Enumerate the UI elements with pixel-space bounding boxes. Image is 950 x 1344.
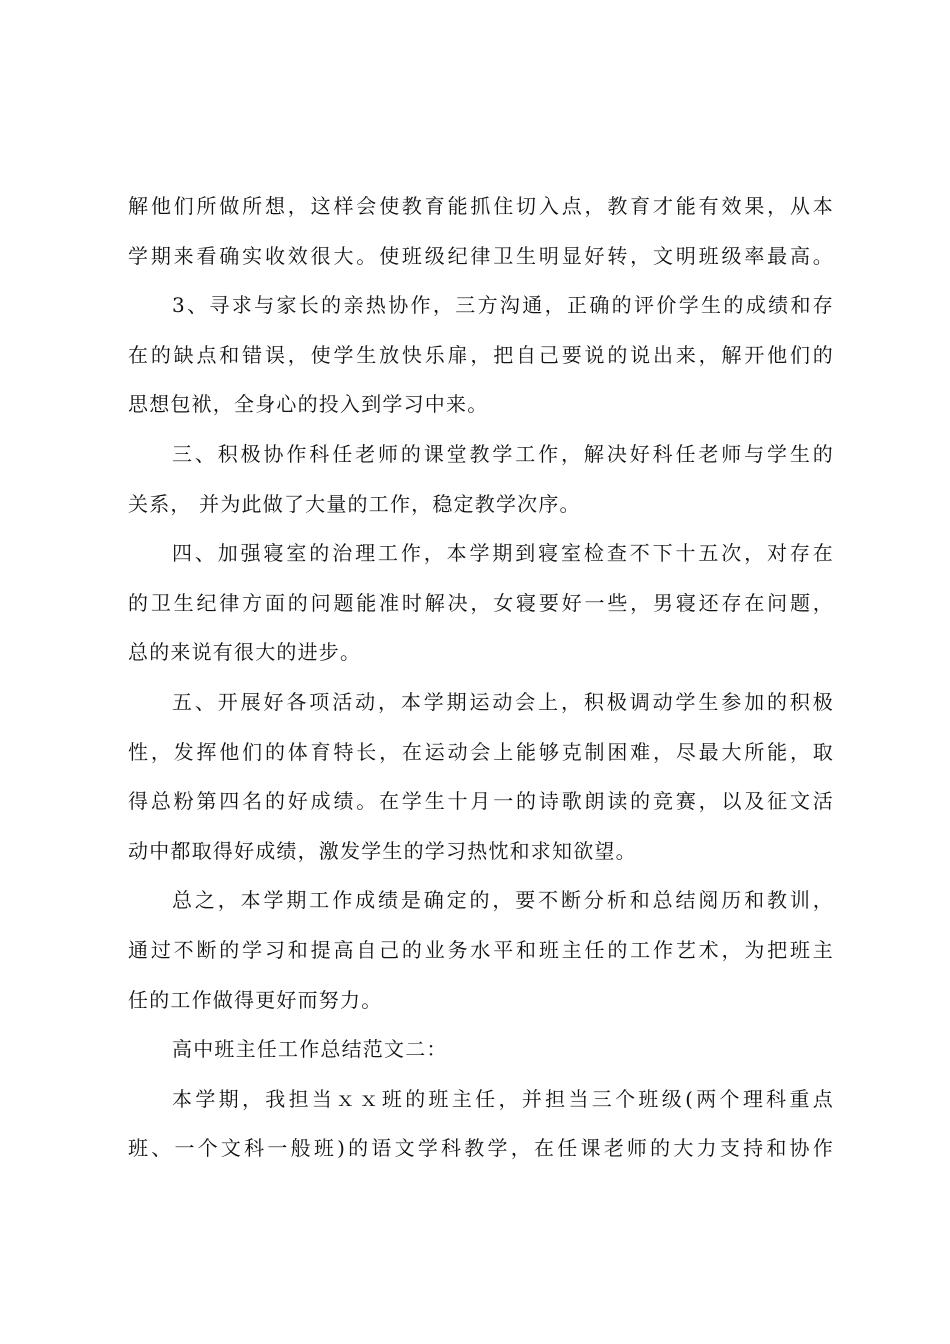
paragraph-line: 班、一个文科一般班)的语文学科教学，在任课老师的大力支持和协作: [128, 1136, 834, 1161]
paragraph-line: 五、开展好各项活动，本学期运动会上，积极调动学生参加的积极: [172, 689, 834, 714]
paragraph-line: 总的来说有很大的进步。: [128, 640, 362, 665]
paragraph-line: 解他们所做所想，这样会使教育能抓住切入点，教育才能有效果，从本: [128, 194, 834, 218]
paragraph-line: 三、积极协作科任老师的课堂教学工作，解决好科任老师与学生的: [172, 441, 834, 466]
paragraph-line: 性，发挥他们的体育特长，在运动会上能够克制困难，尽最大所能，取: [128, 739, 834, 764]
paragraph-line: 总之，本学期工作成绩是确定的，要不断分析和总结阅历和教训，: [172, 888, 834, 913]
paragraph-line: 思想包袱，全身心的投入到学习中来。: [128, 392, 489, 417]
paragraph-line: 得总粉第四名的好成绩。在学生十月一的诗歌朗读的竞赛，以及征文活: [128, 789, 834, 814]
paragraph-line: 高中班主任工作总结范文二：: [172, 1037, 448, 1062]
paragraph-line: 动中都取得好成绩，激发学生的学习热忱和求知欲望。: [128, 838, 637, 863]
paragraph-line: 的卫生纪律方面的问题能准时解决，女寝要好一些，男寝还存在问题，: [128, 590, 834, 615]
paragraph-line: 任的工作做得更好而努力。: [128, 987, 383, 1012]
paragraph-line: 在的缺点和错误，使学生放快乐扉，把自己要说的说出来，解开他们的: [128, 342, 834, 367]
paragraph-line: 3、寻求与家长的亲热协作，三方沟通，正确的评价学生的成绩和存: [172, 293, 834, 318]
document-body: [128, 186, 834, 1178]
paragraph-line: 关系， 并为此做了大量的工作，稳定教学次序。: [128, 491, 581, 516]
paragraph-line: 四、加强寝室的治理工作，本学期到寝室检查不下十五次，对存在: [172, 541, 834, 566]
paragraph-line: 通过不断的学习和提高自己的业务水平和班主任的工作艺术，为把班主: [128, 937, 834, 962]
paragraph-line: 本学期，我担当ｘｘ班的班主任，并担当三个班级(两个理科重点: [172, 1086, 834, 1111]
paragraph-line: 学期来看确实收效很大。使班级纪律卫生明显好转，文明班级率最高。: [128, 243, 834, 268]
